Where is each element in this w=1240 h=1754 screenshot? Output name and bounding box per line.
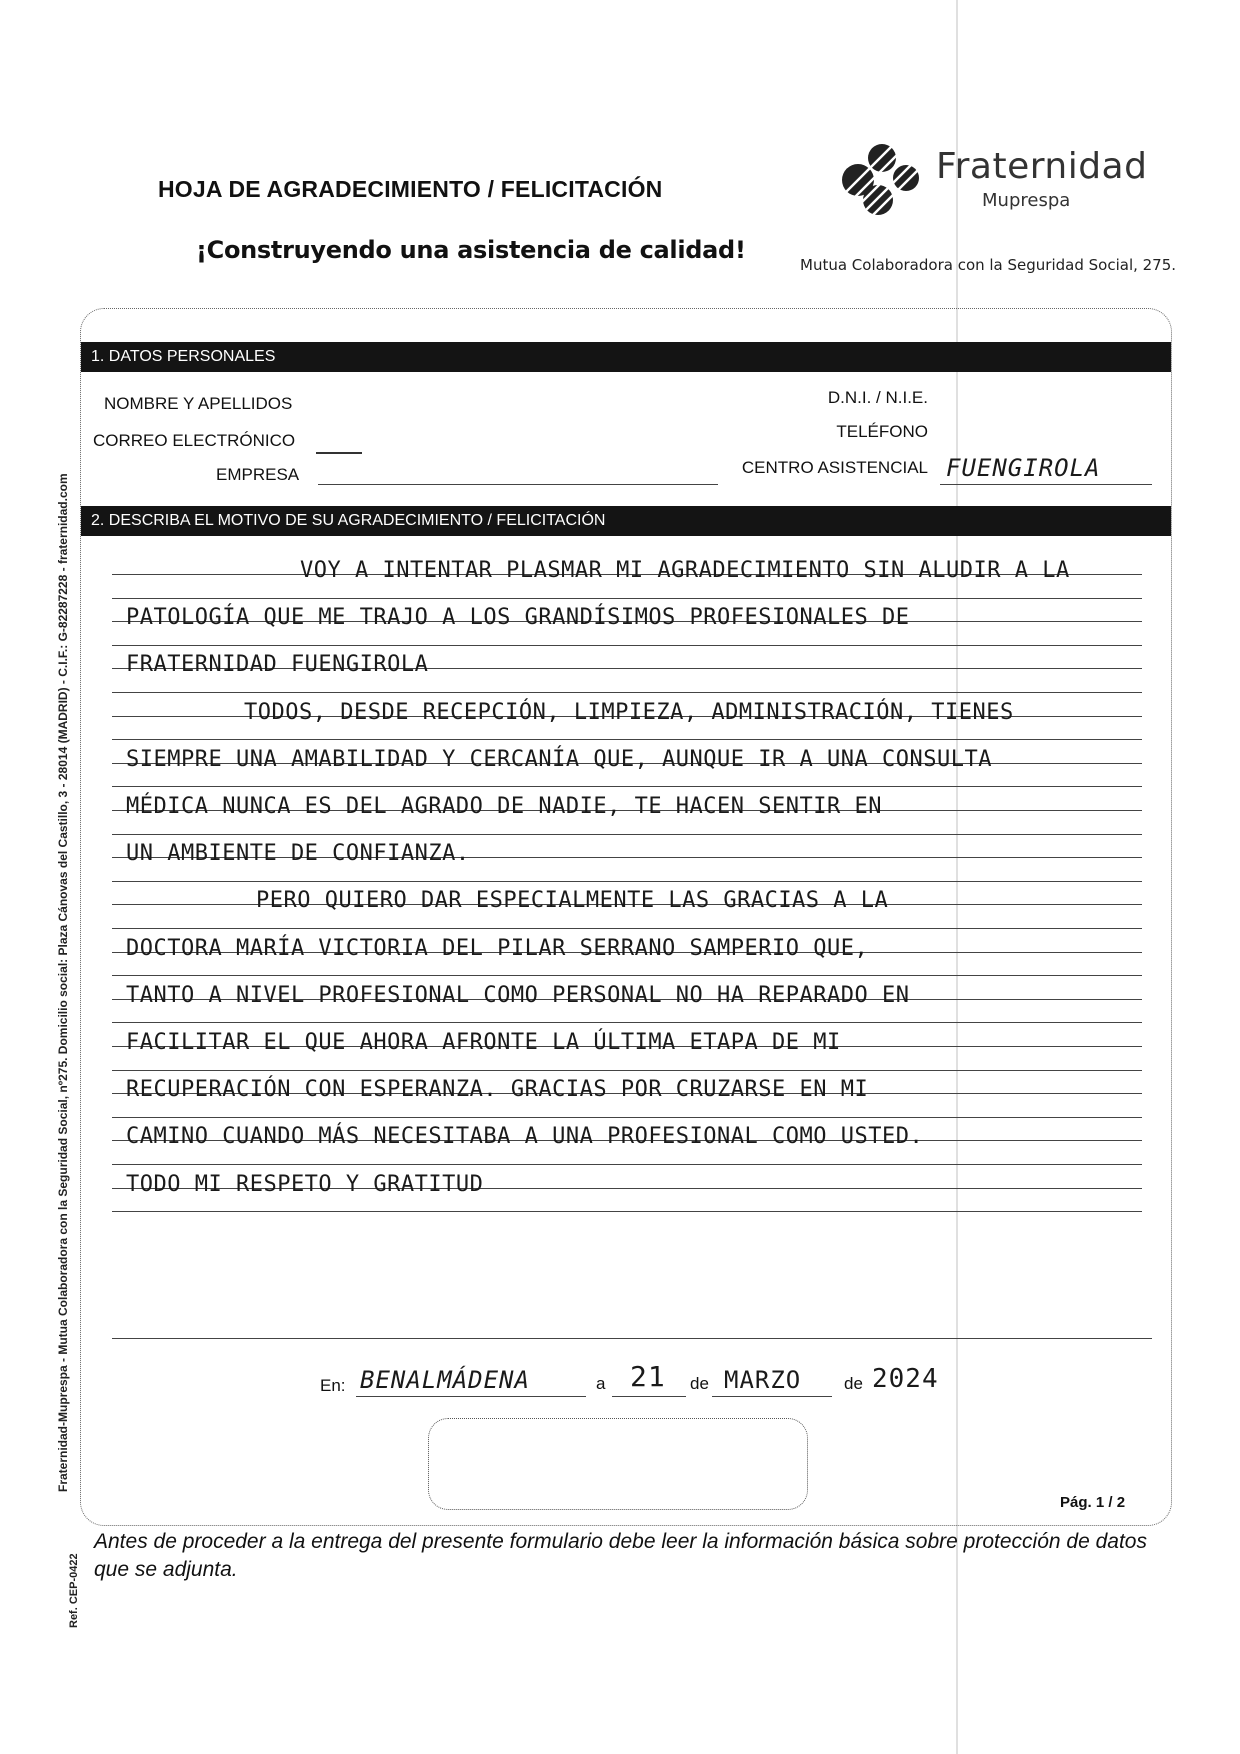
ruled-line: [112, 834, 1142, 835]
mutua-caption: Mutua Colaboradora con la Seguridad Social, 275.: [800, 256, 1177, 274]
ruled-line: [112, 739, 1142, 740]
handwritten-line: SIEMPRE UNA AMABILIDAD Y CERCANÍA QUE, AUNQUE IR A UNA CONSULTA: [126, 746, 992, 772]
ruled-line: [112, 1211, 1142, 1212]
ruled-line: [112, 786, 1142, 787]
centro-value[interactable]: FUENGIROLA: [946, 454, 1101, 482]
ruled-line: [112, 881, 1142, 882]
section-personal-data-header: 1. DATOS PERSONALES: [81, 342, 1171, 372]
form-title: HOJA DE AGRADECIMIENTO / FELICITACIÓN: [158, 176, 663, 202]
ruled-line: [112, 975, 1142, 976]
handwritten-line: MÉDICA NUNCA ES DEL AGRADO DE NADIE, TE HACEN SENTIR EN: [126, 794, 882, 819]
form-frame: [80, 308, 1172, 1526]
correo-label: CORREO ELECTRÓNICO: [93, 431, 296, 450]
signature-stamp-box: [428, 1418, 808, 1510]
place-value[interactable]: BENALMÁDENA: [360, 1366, 530, 1394]
section-reason-header: 2. DESCRIBA EL MOTIVO DE SU AGRADECIMIENTO / FELICITACIÓN: [81, 506, 1171, 536]
correo-field-mark: [316, 452, 362, 454]
en-label: En:: [320, 1376, 346, 1395]
handwritten-line: TODO MI RESPETO Y GRATITUD: [126, 1171, 484, 1197]
handwritten-line: TANTO A NIVEL PROFESIONAL COMO PERSONAL NO HA REPARADO EN: [126, 982, 910, 1008]
de-label-2: de: [844, 1374, 863, 1393]
centro-field: [940, 484, 1152, 485]
handwritten-line: FACILITAR EL QUE AHORA AFRONTE LA ÚLTIMA ETAPA DE MI: [126, 1030, 841, 1055]
ruled-line: [112, 1070, 1142, 1071]
handwritten-line: CAMINO CUANDO MÁS NECESITABA A UNA PROFESIONAL COMO USTED.: [126, 1124, 924, 1150]
reference-code: Ref. CEP-0422: [68, 1553, 80, 1628]
handwritten-line: DOCTORA MARÍA VICTORIA DEL PILAR SERRANO SAMPERIO QUE,: [126, 935, 869, 961]
day-value[interactable]: 21: [630, 1360, 666, 1393]
dni-label: D.N.I. / N.I.E.: [827, 388, 928, 407]
ruled-line: [112, 1164, 1142, 1165]
side-legal-text: Fraternidad-Muprespa - Mutua Colaboradora con la Seguridad Social, nº275. Domicilio social: Plaza Cánovas del Castillo, 3 - 28014 (MADRID) - C.I.F.: G-82287228 - fraternidad.com: [56, 473, 70, 1492]
handwritten-line: UN AMBIENTE DE CONFIANZA.: [126, 841, 470, 867]
centro-label: CENTRO ASISTENCIAL: [741, 458, 928, 477]
month-field: [712, 1396, 832, 1397]
ruled-line: [112, 1022, 1142, 1023]
ruled-line: [112, 1338, 1152, 1339]
handwritten-line: FRATERNIDAD FUENGIROLA: [126, 652, 429, 678]
nombre-label: NOMBRE Y APELLIDOS: [104, 394, 293, 413]
ruled-line: [112, 598, 1142, 599]
brand-subname: Muprespa: [982, 190, 1071, 211]
handwritten-line: VOY A INTENTAR PLASMAR MI AGRADECIMIENTO SIN ALUDIR A LA: [300, 558, 1070, 583]
year-value[interactable]: 2024: [872, 1364, 939, 1394]
handwritten-line: PATOLOGÍA QUE ME TRAJO A LOS GRANDÍSIMOS PROFESIONALES DE: [126, 605, 910, 631]
handwritten-line: PERO QUIERO DAR ESPECIALMENTE LAS GRACIAS A LA: [256, 888, 889, 914]
ruled-line: [112, 645, 1142, 646]
fraternidad-logo-icon: [832, 140, 932, 220]
handwritten-line: RECUPERACIÓN CON ESPERANZA. GRACIAS POR CRUZARSE EN MI: [126, 1077, 869, 1103]
ruled-line: [112, 928, 1142, 929]
a-label: a: [596, 1374, 606, 1393]
day-field: [612, 1396, 686, 1397]
brand-name: Fraternidad: [936, 146, 1148, 187]
place-field: [356, 1396, 586, 1397]
data-protection-note: Antes de proceder a la entrega del presente formulario debe leer la información básica sobre protección de datos que se adjunta.: [94, 1530, 1147, 1581]
form-subtitle: ¡Construyendo una asistencia de calidad!: [196, 236, 746, 264]
empresa-field[interactable]: [318, 484, 718, 485]
telefono-label: TELÉFONO: [836, 422, 928, 441]
page-number: Pág. 1 / 2: [1060, 1494, 1126, 1511]
empresa-label: EMPRESA: [216, 465, 300, 484]
handwritten-line: TODOS, DESDE RECEPCIÓN, LIMPIEZA, ADMINISTRACIÓN, TIENES: [244, 699, 1014, 725]
month-value[interactable]: MARZO: [724, 1366, 802, 1394]
ruled-line: [112, 692, 1142, 693]
ruled-line: [112, 1117, 1142, 1118]
de-label-1: de: [690, 1374, 709, 1393]
